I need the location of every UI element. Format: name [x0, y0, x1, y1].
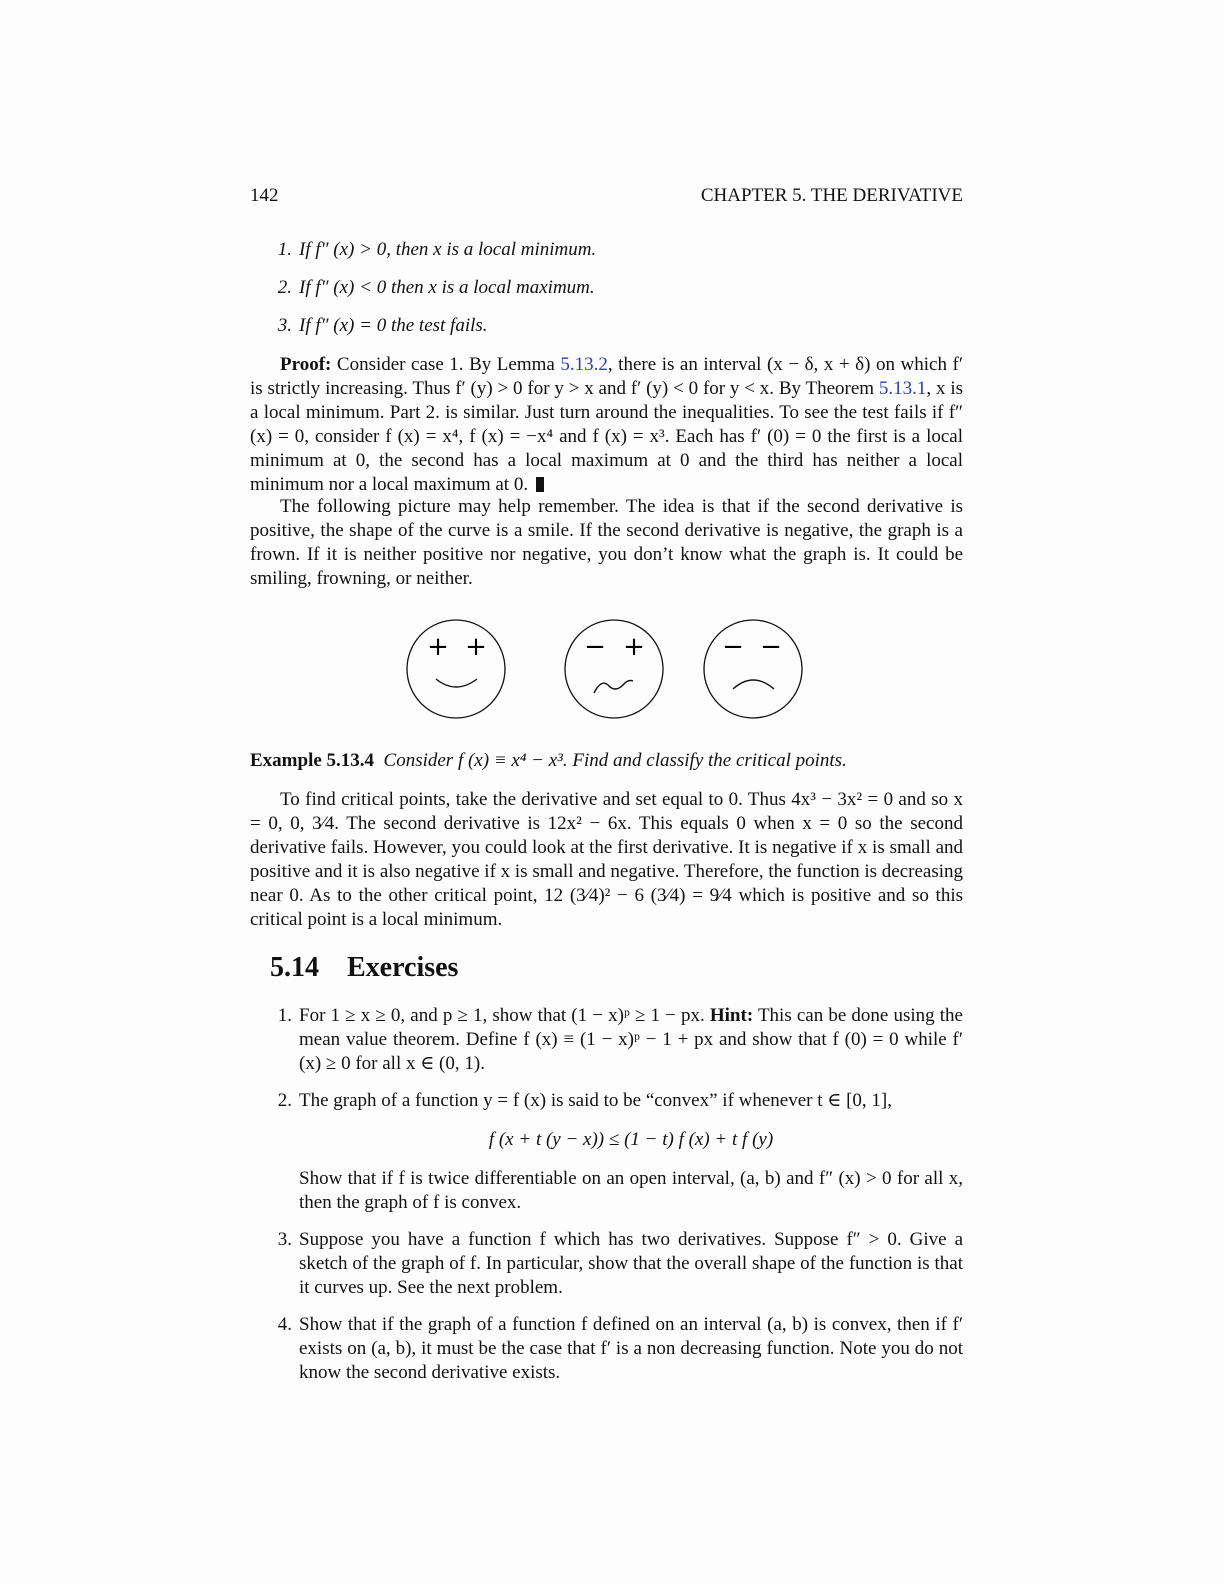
sign-label: + — [623, 632, 645, 662]
running-header — [250, 184, 963, 208]
page-number: 142 — [250, 185, 279, 206]
qed-symbol — [536, 477, 544, 492]
chapter-title: CHAPTER 5. THE DERIVATIVE — [700, 185, 963, 206]
case-item: 2. If f″ (x) < 0 then x is a local maximum. — [277, 277, 595, 298]
sign-label: + — [427, 632, 449, 662]
theorem-link[interactable]: 5.13.1 — [878, 378, 927, 399]
sign-label: − — [584, 632, 606, 662]
picture-paragraph: The following picture may help remember. The idea is that if the second derivative is positive, the shape of the curve is a smile. If the second derivative is negative, the graph is a frown. If it is neither positive nor negative, you don’t know what the graph is. It could be smiling, frowning, or neither. — [250, 496, 963, 589]
frown-face — [704, 620, 802, 718]
section-heading — [270, 952, 486, 983]
example-statement: Consider f (x) ≡ x⁴ − x³. Find and classify the critical points. — [383, 750, 847, 771]
exercise-item: 1. For 1 ≥ x ≥ 0, and p ≥ 1, show that (1 − x)ᵖ ≥ 1 − px. Hint: This can be done using the mean value theorem. Define f (x) ≡ (1 − x)ᵖ − 1 + px and show that f (0) = 0 while f′ (x) ≥ 0 for all x ∈ (0, 1). — [277, 1005, 963, 1074]
smile-mouth — [436, 679, 477, 687]
sign-label: + — [465, 632, 487, 662]
sign-label: − — [722, 632, 744, 662]
cases-list — [250, 238, 963, 338]
section-title: Exercises — [347, 952, 459, 983]
section-number: 5.14 — [270, 952, 319, 983]
exercise-item: 4. Show that if the graph of a function f defined on an interval (a, b) is convex, then if f′ exists on (a, b), it must be the case that f′ is a non decreasing function. Note you do not know the second derivative exists. — [277, 1314, 963, 1383]
smile-face — [407, 620, 505, 718]
example-heading — [250, 749, 963, 773]
wavy-mouth — [594, 681, 633, 694]
lemma-link[interactable]: 5.13.2 — [560, 354, 608, 375]
case-item: 1. If f″ (x) > 0, then x is a local minimum. — [277, 239, 597, 260]
proof-label: Proof: — [280, 354, 332, 375]
example-body: To find critical points, take the derivative and set equal to 0. Thus 4x³ − 3x² = 0 and so x = 0, 0, 3⁄4. The second derivative is 12x² − 6x. This equals 0 when x = 0 so the second derivative fails. However, you could look at the first derivative. It is negative if x is small and positive and it is also negative if x is small and negative. Therefore, the function is decreasing near 0. As to the other critical point, 12 (3⁄4)² − 6 (3⁄4) = 9⁄4 which is positive and so this critical point is a local minimum. — [250, 789, 964, 930]
exercise-item: 2. The graph of a function y = f (x) is said to be “convex” if whenever t ∈ [0, 1], f (x + t (y − x)) ≤ (1 − t) f (x) + t f (y) Show that if f is twice differentiable on an open interval, (a, b) and f″ (x) > 0 for all x, then the graph of f is convex. — [277, 1090, 963, 1213]
sign-label: − — [760, 632, 782, 662]
frown-mouth — [733, 680, 774, 689]
example-label: Example 5.13.4 — [250, 750, 375, 771]
case-item: 3. If f″ (x) = 0 the test fails. — [277, 315, 488, 336]
neutral-face — [565, 620, 663, 718]
convexity-inequality: f (x + t (y − x)) ≤ (1 − t) f (x) + t f (y) — [488, 1129, 774, 1150]
proof-paragraph: Proof: Consider case 1. By Lemma 5.13.2, there is an interval (x − δ, x + δ) on which f′ is strictly increasing. Thus f′ (y) > 0 for y > x and f′ (y) < 0 for y < x. By Theorem 5.13.1, x is a local minimum. Part 2. is similar. Just turn around the inequalities. To see the test fails if f″ (x) = 0, consider f (x) = x⁴, f (x) = −x⁴ and f (x) = x³. Each has f′ (0) = 0 the first is a local minimum at 0, the second has a local maximum at 0 and the third has neither a local minimum nor a local maximum at 0. — [250, 354, 963, 495]
faces-figure — [405, 617, 805, 722]
exercise-item: 3. Suppose you have a function f which has two derivatives. Suppose f″ > 0. Give a sketch of the graph of f. In particular, show that the overall shape of the function is that it curves up. See the next problem. — [277, 1229, 963, 1298]
